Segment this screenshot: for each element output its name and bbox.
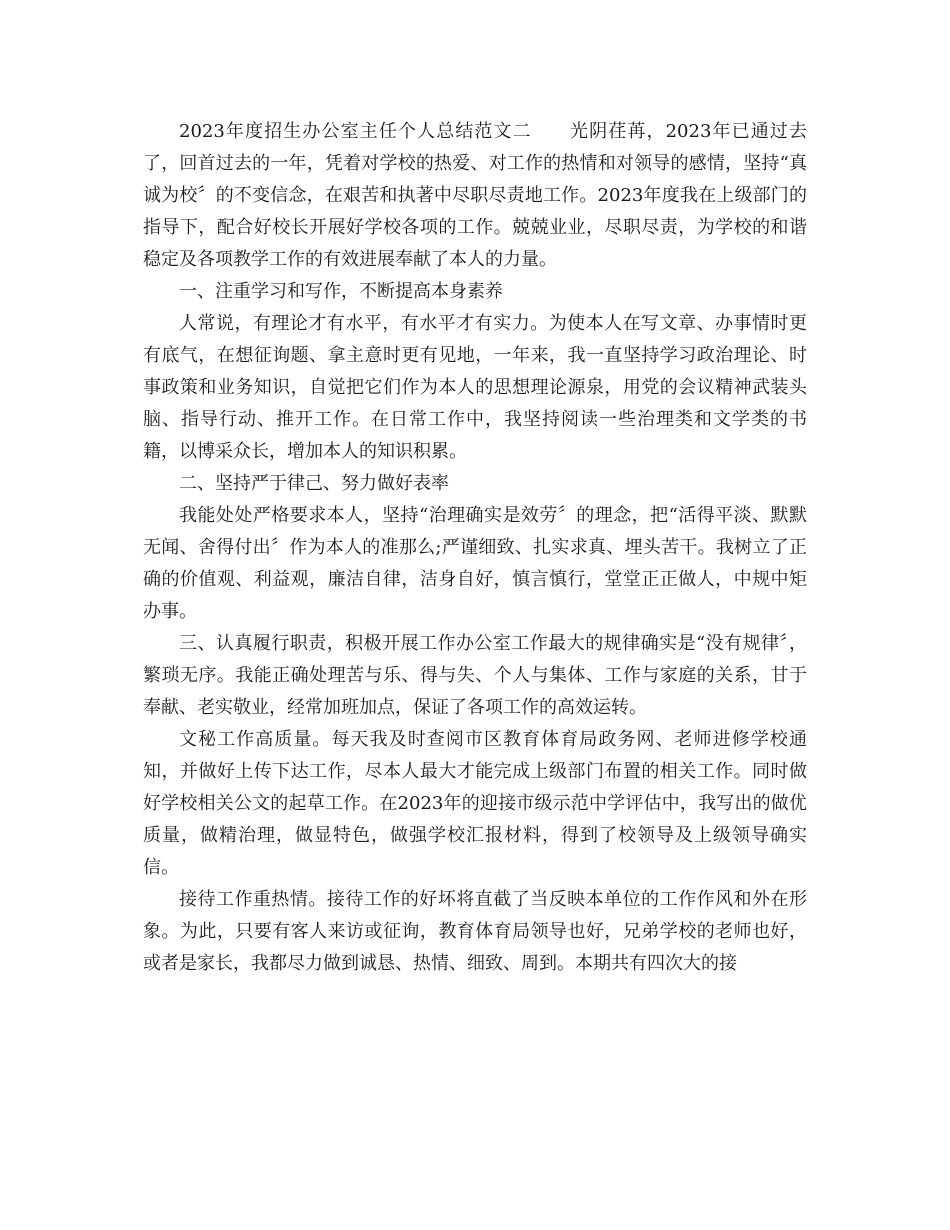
body-paragraph: 我能处处严格要求本人，坚持“治理确实是效劳〞的理念，把“活得平淡、默默无闻、舍得付出〞作为本人的准那么;严谨细致、扎实求真、埋头苦干。我树立了正确的价值观、利益观，廉洁自律，洁身自好，慎言慎行，堂堂正正做人，中规中矩办事。 (143, 505, 807, 622)
intro-paragraph: 2023年度招生办公室主任个人总结范文二 光阴荏苒，2023年已通过去了，回首过去的一年，凭着对学校的热爱、对工作的热情和对领导的感情，坚持“真诚为校〞的不变信念，在艰苦和执著中尽职尽责地工作。2023年度我在上级部门的指导下，配合好校长开展好学校各项的工作。兢兢业业，尽职尽责，为学校的和谐稳定及各项教学工作的有效进展奉献了本人的力量。 (143, 121, 807, 270)
body-paragraph: 人常说，有理论才有水平，有水平才有实力。为使本人在写文章、办事情时更有底气，在想征询题、拿主意时更有见地，一年来，我一直坚持学习政治理论、时事政策和业务知识，自觉把它们作为本人的思想理论源泉，用党的会议精神武装头脑、指导行动、推开工作。在日常工作中，我坚持阅读一些治理类和文学类的书籍，以博采众长，增加本人的知识积累。 (143, 313, 807, 462)
body-paragraph: 接待工作重热情。接待工作的好坏将直截了当反映本单位的工作作风和外在形象。为此，只要有客人来访或征询，教育体育局领导也好，兄弟学校的老师也好，或者是家长，我都尽力做到诚恳、热情、细致、周到。本期共有四次大的接 (143, 889, 807, 974)
section-heading-2: 二、坚持严于律己、努力做好表率 (179, 473, 449, 494)
document-body (143, 116, 807, 980)
body-paragraph: 文秘工作高质量。每天我及时查阅市区教育体育局政务网、老师进修学校通知，并做好上传下达工作，尽本人最大才能完成上级部门布置的相关工作。同时做好学校相关公文的起草工作。在2023年的迎接市级示范中学评估中，我写出的做优质量，做精治理，做显特色，做强学校汇报材料，得到了校领导及上级领导确实信。 (143, 729, 807, 878)
section-heading-1: 一、注重学习和写作，不断提高本身素养 (179, 281, 503, 302)
section-heading-3-paragraph: 三、认真履行职责，积极开展工作办公室工作最大的规律确实是“没有规律〞，繁琐无序。我能正确处理苦与乐、得与失、个人与集体、工作与家庭的关系，甘于奉献、老实敬业，经常加班加点，保证了各项工作的高效运转。 (143, 633, 807, 718)
